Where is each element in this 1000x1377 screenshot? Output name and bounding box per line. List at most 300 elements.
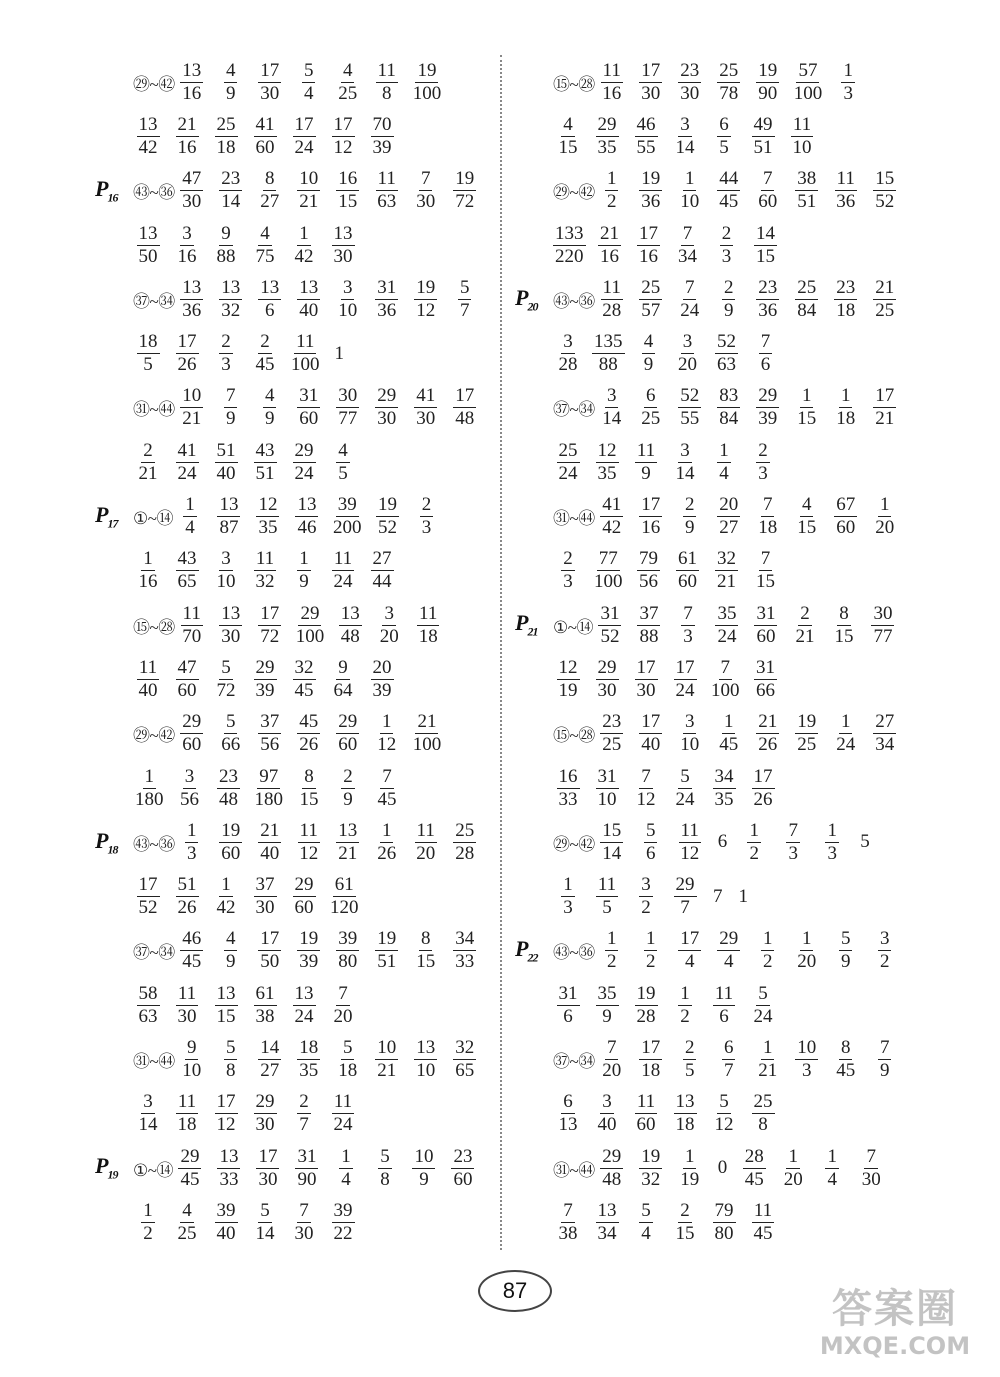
numerator: 7 <box>338 982 348 1004</box>
numerator: 4 <box>338 439 348 461</box>
fraction-answer <box>831 494 861 539</box>
numerator: 7 <box>225 385 236 407</box>
numerator: 3 <box>680 113 690 135</box>
numerator: 34 <box>455 928 475 950</box>
question-range: ㉛~㊹ <box>553 509 595 529</box>
denominator: 3 <box>221 354 231 376</box>
denominator: 32 <box>641 1168 661 1190</box>
fraction-answer <box>753 385 783 430</box>
denominator: 77 <box>338 408 358 430</box>
denominator: 60 <box>221 842 241 864</box>
denominator: 10 <box>597 788 617 810</box>
numerator: 23 <box>219 765 238 787</box>
numerator: 29 <box>597 113 617 135</box>
denominator: 8 <box>758 1114 768 1136</box>
fraction-answer <box>216 168 246 213</box>
fraction-answer <box>216 711 246 756</box>
numerator: 17 <box>675 656 695 678</box>
fraction-answer <box>553 766 583 811</box>
denominator: 15 <box>675 1222 695 1244</box>
numerator: 25 <box>753 1091 773 1113</box>
question-range: ㊲~㉞ <box>553 1051 595 1071</box>
denominator: 9 <box>264 408 275 430</box>
denominator: 87 <box>219 517 239 539</box>
numerator: 13 <box>675 1091 695 1113</box>
denominator: 25 <box>641 408 661 430</box>
numerator: 7 <box>866 1145 876 1167</box>
page-label: $P_{18}$ <box>95 827 118 856</box>
fraction-answer <box>631 766 661 811</box>
denominator: 55 <box>636 136 656 158</box>
fraction-answer <box>177 168 207 213</box>
numerator: 11 <box>255 548 275 570</box>
fraction-answer <box>553 1091 583 1136</box>
answer-row <box>95 489 525 543</box>
numerator: 135 <box>594 331 623 353</box>
denominator: 2 <box>143 1222 153 1244</box>
question-range: ㊸~㊱ <box>133 834 175 854</box>
fraction-answer <box>289 440 319 485</box>
denominator: 30 <box>636 679 656 701</box>
answer-row <box>515 924 945 978</box>
denominator: 25 <box>797 734 817 756</box>
numerator: 14 <box>756 222 775 244</box>
answer-row <box>515 598 945 652</box>
numerator: 1 <box>381 711 392 733</box>
numerator: 34 <box>714 765 734 787</box>
numerator: 11 <box>602 59 621 81</box>
denominator: 18 <box>675 1114 695 1136</box>
numerator: 13 <box>299 276 319 298</box>
denominator: 5 <box>602 897 612 919</box>
numerator: 6 <box>563 1091 573 1113</box>
fraction-answer <box>133 657 163 702</box>
numerator: 5 <box>225 711 236 733</box>
fraction-answer <box>670 440 700 485</box>
denominator: 200 <box>332 517 362 539</box>
denominator: 36 <box>377 299 397 321</box>
numerator: 4 <box>342 59 353 81</box>
numerator: 21 <box>758 711 778 733</box>
fraction-answer <box>709 440 739 485</box>
numerator: 19 <box>299 928 319 950</box>
numerator: 29 <box>338 711 358 733</box>
numerator: 23 <box>453 1145 473 1167</box>
fraction-answer <box>709 114 739 159</box>
answer-row <box>95 55 525 109</box>
fraction-answer <box>370 1146 400 1191</box>
fraction-answer <box>870 1037 900 1082</box>
answer-row <box>515 1087 945 1141</box>
fraction-answer <box>367 548 397 593</box>
denominator: 25 <box>177 1222 197 1244</box>
numerator: 41 <box>416 385 436 407</box>
denominator: 5 <box>719 136 729 158</box>
numerator: 21 <box>875 276 895 298</box>
denominator: 120 <box>330 897 359 919</box>
numerator: 5 <box>641 1199 651 1221</box>
denominator: 33 <box>558 788 578 810</box>
denominator: 13 <box>558 1114 578 1136</box>
denominator: 12 <box>216 1114 236 1136</box>
numerator: 5 <box>840 928 851 950</box>
fraction-answer <box>670 983 700 1028</box>
numerator: 29 <box>294 439 314 461</box>
fraction-answer <box>553 114 583 159</box>
fraction-answer <box>592 1091 622 1136</box>
denominator: 24 <box>836 734 856 756</box>
denominator: 7 <box>299 1114 309 1136</box>
denominator: 26 <box>299 734 319 756</box>
page-label: $P_{16}$ <box>95 176 118 205</box>
numerator: 9 <box>338 656 348 678</box>
denominator: 84 <box>797 299 817 321</box>
numerator: 11 <box>792 113 812 135</box>
numerator: 7 <box>299 1199 309 1221</box>
fraction-answer <box>831 1037 861 1082</box>
fraction-answer <box>172 983 202 1028</box>
fraction-answer <box>289 1200 319 1245</box>
fraction-answer <box>255 60 285 105</box>
denominator: 26 <box>177 354 197 376</box>
fraction-answer <box>636 277 666 322</box>
denominator: 60 <box>299 408 319 430</box>
denominator: 15 <box>338 191 358 213</box>
denominator: 63 <box>138 1005 158 1027</box>
answer-row <box>515 978 945 1032</box>
fraction-answer <box>294 1037 324 1082</box>
denominator: 42 <box>216 897 236 919</box>
numerator: 17 <box>875 385 895 407</box>
denominator: 2 <box>606 191 617 213</box>
fraction-answer <box>817 1146 847 1191</box>
fraction-answer <box>592 548 625 593</box>
numerator: 29 <box>675 874 695 896</box>
denominator: 56 <box>260 734 280 756</box>
fraction-answer <box>751 331 781 376</box>
numerator: 2 <box>758 439 768 461</box>
numerator: 11 <box>597 874 617 896</box>
fraction-answer <box>553 331 583 376</box>
denominator: 18 <box>836 408 856 430</box>
fraction-answer <box>831 711 861 756</box>
numerator: 11 <box>333 1091 353 1113</box>
numerator: 2 <box>684 1036 695 1058</box>
fraction-answer <box>250 874 280 919</box>
answer-row <box>95 1032 525 1086</box>
denominator: 4 <box>303 82 314 104</box>
denominator: 66 <box>756 679 775 701</box>
denominator: 35 <box>258 517 278 539</box>
denominator: 2 <box>680 1005 690 1027</box>
denominator: 60 <box>177 679 197 701</box>
denominator: 15 <box>797 408 817 430</box>
fraction-answer <box>592 331 625 376</box>
fraction-answer <box>739 1146 769 1191</box>
denominator: 4 <box>827 1168 837 1190</box>
fraction-answer <box>712 603 742 648</box>
fraction-answer <box>675 1146 705 1191</box>
denominator: 30 <box>861 1168 881 1190</box>
numerator: 70 <box>372 113 392 135</box>
denominator: 12 <box>333 136 353 158</box>
numerator: 13 <box>219 494 239 516</box>
denominator: 10 <box>182 1059 202 1081</box>
answer-row <box>95 707 525 761</box>
denominator: 45 <box>180 1168 200 1190</box>
fraction-answer <box>753 277 783 322</box>
numerator: 45 <box>299 711 319 733</box>
fraction-answer <box>748 440 778 485</box>
numerator: 11 <box>182 602 201 624</box>
fraction-answer <box>592 1200 622 1245</box>
numerator: 1 <box>606 928 617 950</box>
numerator: 31 <box>597 765 617 787</box>
fraction-answer <box>792 277 822 322</box>
numerator: 2 <box>221 331 231 353</box>
numerator: 19 <box>377 494 397 516</box>
numerator: 16 <box>338 168 358 190</box>
denominator: 10 <box>216 571 236 593</box>
fraction-answer <box>289 331 322 376</box>
fraction-answer <box>636 60 666 105</box>
fraction-answer <box>636 385 666 430</box>
fraction-answer <box>255 820 285 865</box>
fraction-answer <box>592 874 622 919</box>
fraction-answer <box>553 657 583 702</box>
numerator: 29 <box>180 1145 200 1167</box>
fraction-answer <box>675 277 705 322</box>
numerator: 29 <box>719 928 739 950</box>
numerator: 2 <box>684 494 695 516</box>
numerator: 43 <box>255 439 275 461</box>
numerator: 1 <box>840 385 851 407</box>
numerator: 17 <box>258 1145 278 1167</box>
fraction-answer <box>294 385 324 430</box>
fraction-answer <box>787 114 817 159</box>
answer-row <box>95 652 525 706</box>
denominator: 40 <box>260 842 280 864</box>
denominator: 25 <box>338 82 358 104</box>
numerator: 32 <box>717 548 736 570</box>
fraction-answer <box>289 874 319 919</box>
denominator: 52 <box>875 191 895 213</box>
denominator: 18 <box>758 517 778 539</box>
denominator: 9 <box>225 951 236 973</box>
numerator: 9 <box>186 1036 197 1058</box>
numerator: 25 <box>719 59 739 81</box>
fraction-answer <box>172 657 202 702</box>
page-label: $P_{22}$ <box>515 936 538 965</box>
fraction-answer <box>250 1200 280 1245</box>
fraction-answer <box>714 928 744 973</box>
denominator: 21 <box>138 462 158 484</box>
denominator: 16 <box>177 136 197 158</box>
numerator: 8 <box>264 168 275 190</box>
denominator: 24 <box>717 625 737 647</box>
numerator: 21 <box>417 711 437 733</box>
fraction-answer <box>636 1146 666 1191</box>
numerator: 23 <box>758 276 778 298</box>
numerator: 23 <box>836 276 856 298</box>
fraction-answer <box>553 1200 583 1245</box>
denominator: 26 <box>758 734 778 756</box>
denominator: 39 <box>299 951 319 973</box>
numerator: 3 <box>221 548 231 570</box>
numerator: 5 <box>221 656 231 678</box>
numerator: 1 <box>185 494 195 516</box>
denominator: 66 <box>221 734 241 756</box>
numerator: 11 <box>377 59 396 81</box>
numerator: 52 <box>717 331 736 353</box>
answer-row <box>95 1087 525 1141</box>
fraction-answer <box>333 766 363 811</box>
denominator: 84 <box>719 408 739 430</box>
left-answer-column <box>95 55 525 1250</box>
fraction-answer <box>709 1200 739 1245</box>
numerator: 7 <box>382 765 392 787</box>
numerator: 47 <box>177 656 197 678</box>
numerator: 13 <box>182 276 202 298</box>
denominator: 80 <box>338 951 358 973</box>
denominator: 12 <box>416 299 436 321</box>
fraction-answer <box>250 548 280 593</box>
denominator: 51 <box>753 136 773 158</box>
numerator: 1 <box>606 168 617 190</box>
denominator: 6 <box>719 1005 729 1027</box>
denominator: 27 <box>260 1059 280 1081</box>
numerator: 12 <box>258 494 278 516</box>
denominator: 9 <box>419 1168 429 1190</box>
question-range: ㊲~㉞ <box>553 400 595 420</box>
denominator: 48 <box>602 1168 622 1190</box>
fraction-answer <box>673 603 703 648</box>
fraction-answer <box>670 1091 700 1136</box>
fraction-answer <box>553 983 583 1028</box>
numerator: 35 <box>717 602 737 624</box>
numerator: 7 <box>606 1036 617 1058</box>
fraction-answer <box>675 494 705 539</box>
numerator: 1 <box>563 874 573 896</box>
whole-number-answer: 0 <box>717 1157 728 1179</box>
numerator: 31 <box>558 982 578 1004</box>
denominator: 24 <box>333 1114 353 1136</box>
fraction-answer <box>333 277 363 322</box>
denominator: 14 <box>221 191 241 213</box>
denominator: 100 <box>295 625 325 647</box>
fraction-answer <box>333 928 363 973</box>
fraction-answer <box>255 928 285 973</box>
numerator: 11 <box>714 982 734 1004</box>
fraction-answer <box>292 1146 322 1191</box>
denominator: 38 <box>558 1222 578 1244</box>
numerator: 3 <box>184 765 195 787</box>
fraction-answer <box>177 60 207 105</box>
fraction-answer <box>673 223 703 268</box>
numerator: 29 <box>255 1091 275 1113</box>
numerator: 7 <box>760 331 771 353</box>
fraction-answer <box>367 657 397 702</box>
fraction-answer <box>712 223 742 268</box>
numerator: 39 <box>338 928 358 950</box>
numerator: 29 <box>602 1145 622 1167</box>
fraction-answer <box>133 1200 163 1245</box>
fraction-answer <box>714 277 744 322</box>
fraction-answer <box>250 1091 280 1136</box>
numerator: 10 <box>797 1036 817 1058</box>
fraction-answer <box>333 385 363 430</box>
numerator: 77 <box>598 548 618 570</box>
fraction-answer <box>411 385 441 430</box>
numerator: 8 <box>420 928 431 950</box>
denominator: 24 <box>177 462 197 484</box>
fraction-answer <box>748 983 778 1028</box>
numerator: 10 <box>377 1036 397 1058</box>
fraction-answer <box>778 1146 808 1191</box>
fraction-answer <box>597 928 627 973</box>
numerator: 13 <box>333 222 353 244</box>
numerator: 10 <box>299 168 319 190</box>
denominator: 30 <box>182 191 202 213</box>
denominator: 6 <box>563 1005 573 1027</box>
denominator: 39 <box>255 679 275 701</box>
denominator: 15 <box>558 136 578 158</box>
denominator: 51 <box>797 191 817 213</box>
numerator: 39 <box>337 494 357 516</box>
fraction-answer <box>211 331 241 376</box>
numerator: 13 <box>221 276 241 298</box>
fraction-answer <box>255 168 285 213</box>
denominator: 25 <box>875 299 895 321</box>
denominator: 33 <box>219 1168 239 1190</box>
answer-row <box>515 815 945 869</box>
answer-row <box>95 978 525 1032</box>
answer-row <box>515 489 945 543</box>
numerator: 20 <box>719 494 739 516</box>
numerator: 19 <box>416 276 436 298</box>
denominator: 27 <box>719 517 739 539</box>
fraction-answer <box>289 223 319 268</box>
denominator: 6 <box>645 842 656 864</box>
numerator: 7 <box>420 168 431 190</box>
denominator: 65 <box>177 571 197 593</box>
fraction-answer <box>597 1146 627 1191</box>
numerator: 13 <box>294 982 314 1004</box>
denominator: 3 <box>421 517 432 539</box>
denominator: 36 <box>836 191 856 213</box>
numerator: 3 <box>182 222 192 244</box>
numerator: 8 <box>304 765 314 787</box>
numerator: 13 <box>219 1145 239 1167</box>
numerator: 25 <box>641 276 661 298</box>
denominator: 60 <box>182 734 202 756</box>
fraction-answer <box>631 983 661 1028</box>
answer-row <box>515 218 945 272</box>
fraction-answer <box>372 711 402 756</box>
denominator: 50 <box>138 245 158 267</box>
numerator: 2 <box>563 548 573 570</box>
denominator: 26 <box>753 788 773 810</box>
fraction-answer <box>328 223 358 268</box>
denominator: 16 <box>641 517 661 539</box>
numerator: 30 <box>338 385 358 407</box>
numerator: 11 <box>333 548 353 570</box>
fraction-answer <box>211 223 241 268</box>
denominator: 30 <box>377 408 397 430</box>
numerator: 13 <box>221 602 241 624</box>
numerator: 1 <box>762 1036 773 1058</box>
fraction-answer <box>372 820 402 865</box>
